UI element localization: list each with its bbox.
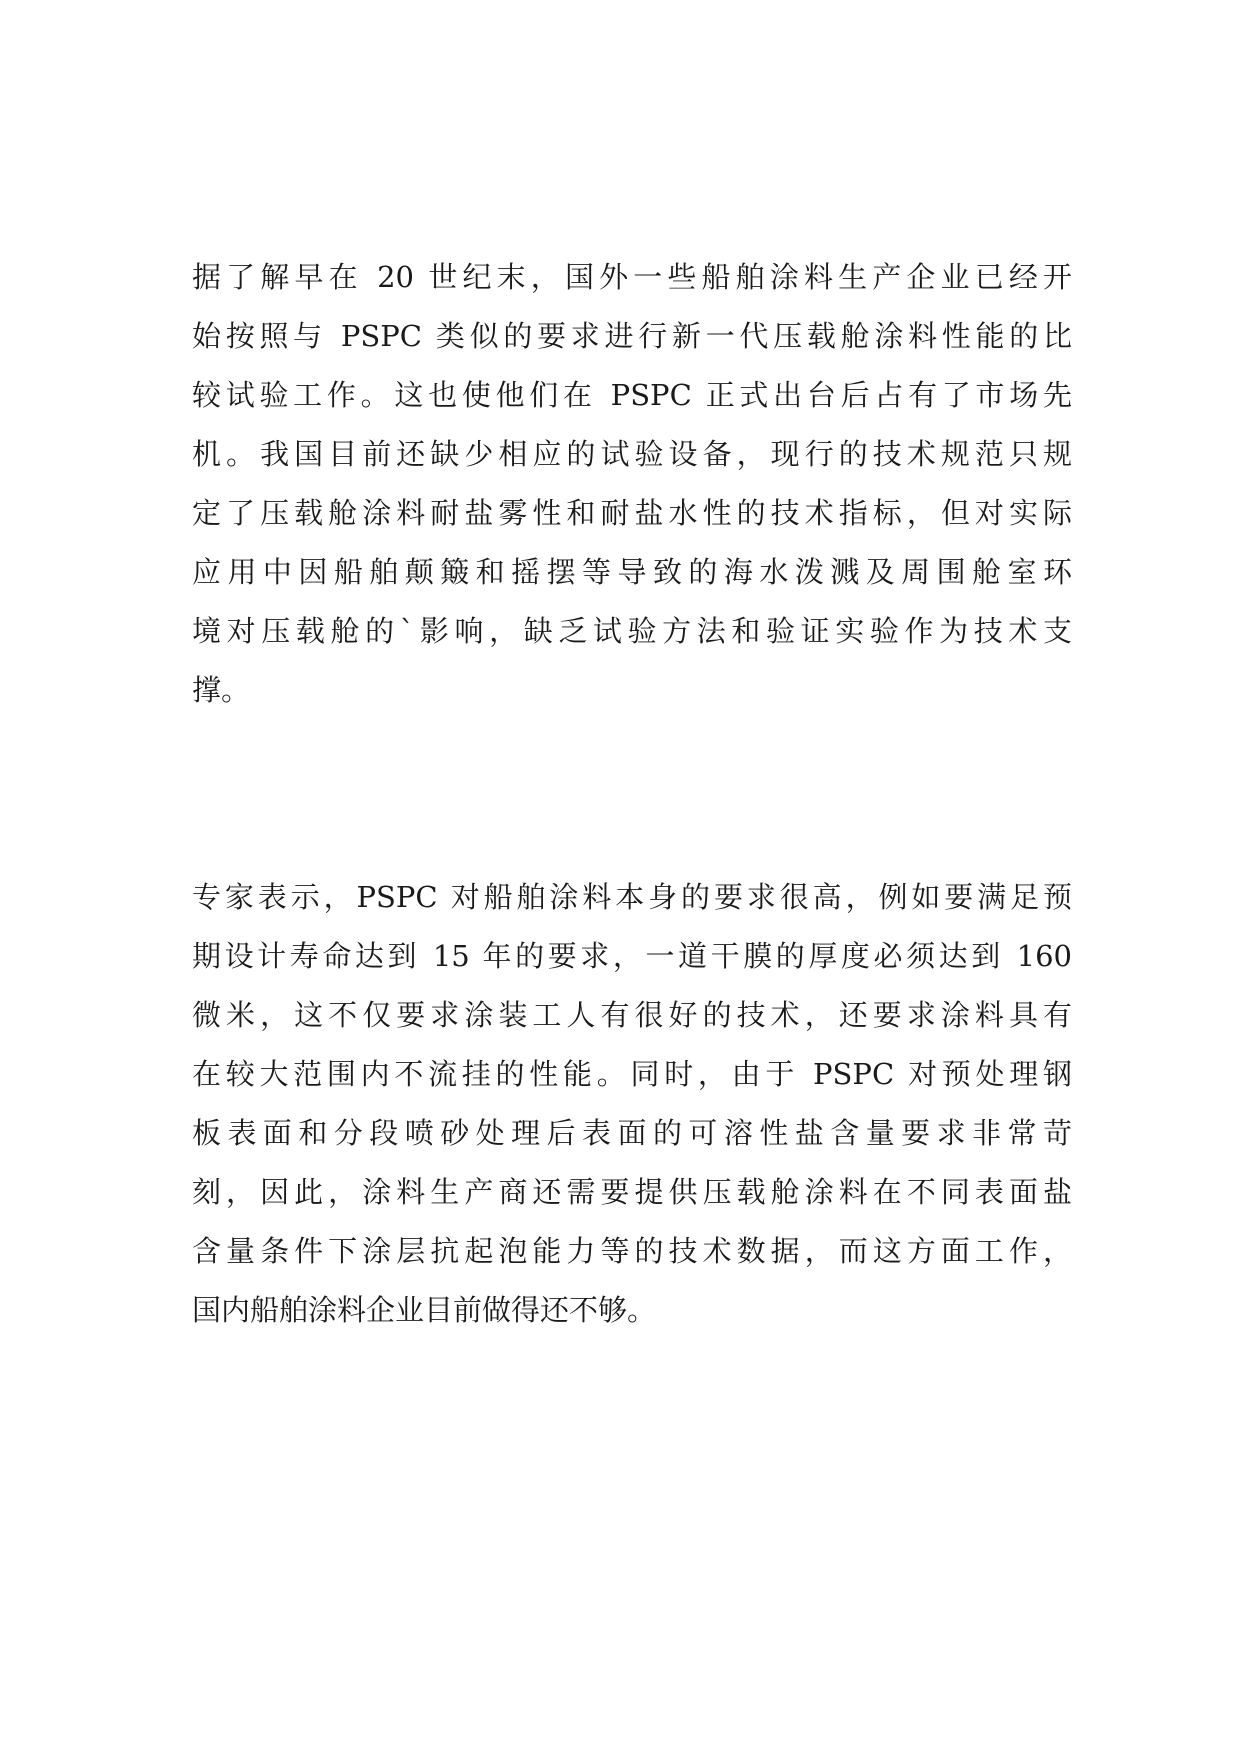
paragraph-line: 据了解早在 20 世纪末，国外一些船舶涂料生产企业已经开 <box>192 260 1072 294</box>
paragraph-line: 应用中因船舶颠簸和摇摆等导致的海水泼溅及周围舱室环 <box>192 555 1072 589</box>
paragraph-line: 刻，因此，涂料生产商还需要提供压载舱涂料在不同表面盐 <box>192 1175 1072 1209</box>
paragraph-line: 定了压载舱涂料耐盐雾性和耐盐水性的技术指标，但对实际 <box>192 496 1072 530</box>
paragraph-line: 始按照与 PSPC 类似的要求进行新一代压载舱涂料性能的比 <box>192 319 1072 353</box>
paragraph-line: 在较大范围内不流挂的性能。同时，由于 PSPC 对预处理钢 <box>192 1057 1072 1091</box>
paragraph-line: 板表面和分段喷砂处理后表面的可溶性盐含量要求非常苛 <box>192 1116 1072 1150</box>
paragraph-2 <box>192 868 1072 1340</box>
paragraph-line: 撑。 <box>192 673 251 707</box>
paragraph-line: 较试验工作。这也使他们在 PSPC 正式出台后占有了市场先 <box>192 378 1072 412</box>
paragraph-line: 期设计寿命达到 15 年的要求，一道干膜的厚度必须达到 160 <box>192 939 1072 973</box>
paragraph-line: 境对压载舱的`影响，缺乏试验方法和验证实验作为技术支 <box>192 614 1072 648</box>
paragraph-line: 机。我国目前还缺少相应的试验设备，现行的技术规范只规 <box>192 437 1072 471</box>
paragraph-1 <box>192 248 1072 720</box>
paragraph-line: 含量条件下涂层抗起泡能力等的技术数据，而这方面工作， <box>192 1234 1072 1268</box>
paragraph-line: 专家表示，PSPC 对船舶涂料本身的要求很高，例如要满足预 <box>192 880 1072 914</box>
paragraph-line: 微米，这不仅要求涂装工人有很好的技术，还要求涂料具有 <box>192 998 1072 1032</box>
paragraph-line: 国内船舶涂料企业目前做得还不够。 <box>192 1293 657 1327</box>
